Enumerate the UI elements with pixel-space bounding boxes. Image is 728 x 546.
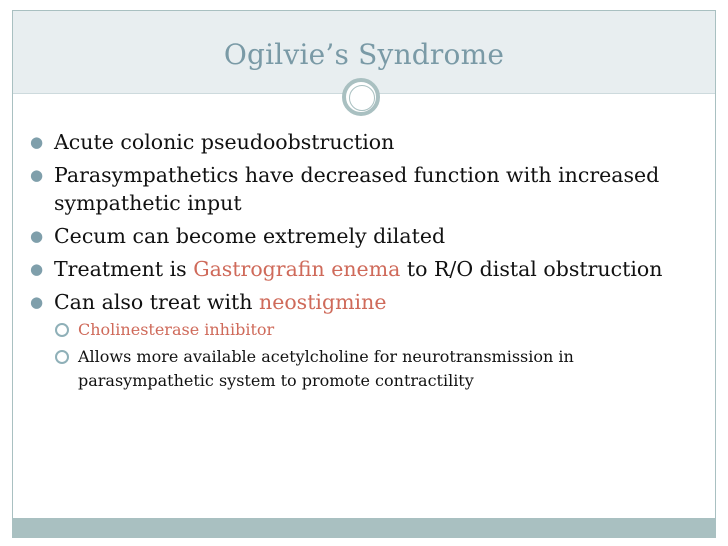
bullet-dot-icon: ● <box>30 227 44 245</box>
highlight-term: Gastrografin enema <box>193 257 401 281</box>
bullet-item <box>24 128 704 156</box>
bullet-text: Parasympathetics have decreased function with increased sympathetic input <box>54 163 660 215</box>
bullet-text: Cecum can become extremely dilated <box>54 224 446 248</box>
bullet-dot-icon: ● <box>30 166 44 184</box>
highlight-term: neostigmine <box>259 290 387 314</box>
ring-bullet-icon <box>55 350 69 364</box>
ring-bullet-icon <box>55 323 69 337</box>
sub-bullet-text: Allows more available acetylcholine for neurotransmission in parasympathetic system to promote contractility <box>78 347 574 390</box>
slide-title: Ogilvie’s Syndrome <box>223 38 505 71</box>
bullet-dot-icon: ● <box>30 133 44 151</box>
bullet-text-after: to R/O distal obstruction <box>400 257 663 281</box>
sub-bullet-item <box>24 318 704 342</box>
bullet-list <box>24 128 704 396</box>
bullet-dot-icon: ● <box>30 260 44 278</box>
bullet-item <box>24 161 704 217</box>
sub-bullet-text: Cholinesterase inhibitor <box>78 320 275 339</box>
bullet-text-before: Treatment is <box>54 257 194 281</box>
bullet-item <box>24 222 704 250</box>
bullet-text: Acute colonic pseudoobstruction <box>54 130 395 154</box>
bullet-dot-icon: ● <box>30 293 44 311</box>
sub-bullet-item <box>24 345 704 393</box>
bullet-text-before: Can also treat with <box>54 290 259 314</box>
footer-bar <box>12 518 716 538</box>
circle-ornament-icon <box>342 78 380 116</box>
bullet-item <box>24 255 704 283</box>
bullet-item <box>24 288 704 316</box>
